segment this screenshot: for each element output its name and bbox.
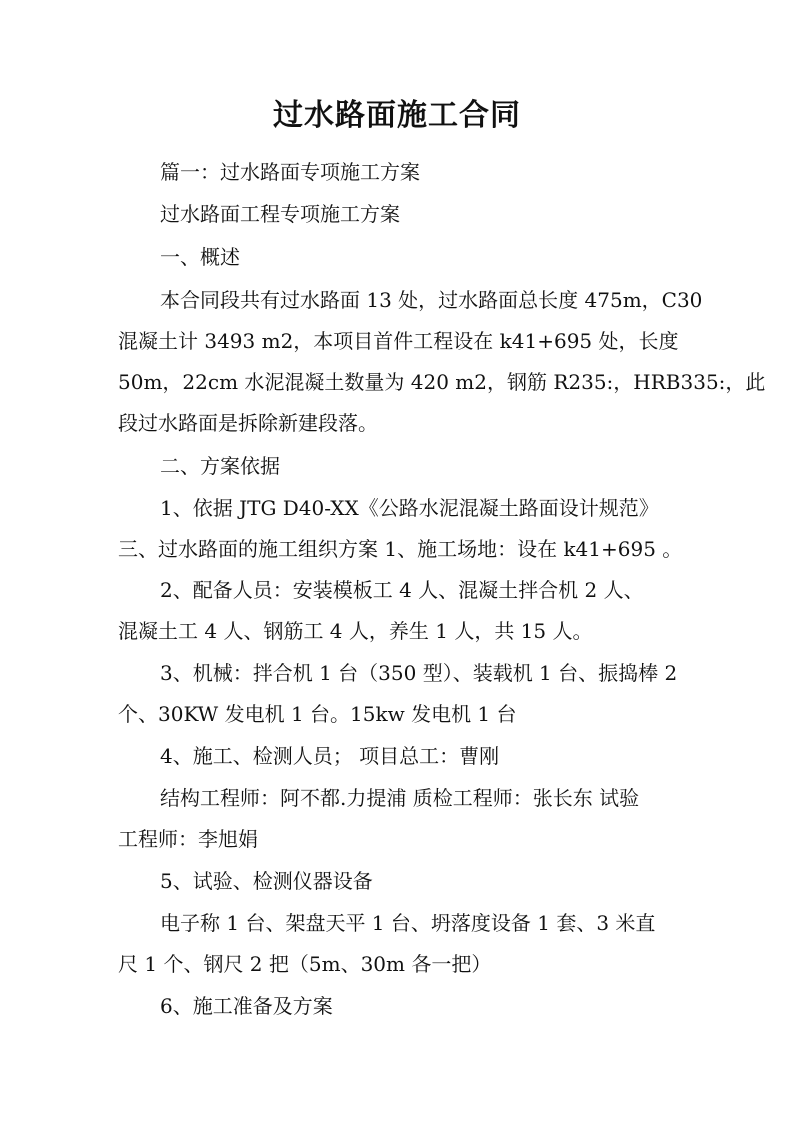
paragraph-line: 本合同段共有过水路面 13 处，过水路面总长度 475m，C30	[160, 288, 703, 312]
paragraph-line: 工程师：李旭娟	[118, 827, 258, 851]
paragraph-line: 混凝土工 4 人、钢筋工 4 人，养生 1 人，共 15 人。	[118, 619, 593, 643]
heading-overview: 一、概述	[160, 245, 240, 269]
paragraph-line: 3、机械：拌合机 1 台（350 型）、装载机 1 台、振捣棒 2	[160, 661, 678, 685]
paragraph-line: 三、过水路面的施工组织方案 1、施工场地：设在 k41+695 。	[118, 537, 683, 561]
heading-equipment: 5、试验、检测仪器设备	[160, 869, 373, 893]
paragraph-line: 电子称 1 台、架盘天平 1 台、坍落度设备 1 套、3 米直	[160, 911, 656, 935]
paragraph-line: 混凝土计 3493 m2，本项目首件工程设在 k41+695 处，长度	[118, 329, 679, 353]
heading-basis: 二、方案依据	[160, 454, 280, 478]
paragraph-line: 4、施工、检测人员； 项目总工：曹刚	[160, 744, 500, 768]
heading-preparation: 6、施工准备及方案	[160, 994, 333, 1018]
document-title: 过水路面施工合同	[273, 98, 521, 133]
paragraph-line: 50m，22cm 水泥混凝土数量为 420 m2，钢筋 R235:，HRB335:，此	[118, 370, 766, 394]
subheading: 过水路面工程专项施工方案	[160, 202, 400, 226]
paragraph-line: 个、30KW 发电机 1 台。15kw 发电机 1 台	[118, 702, 517, 726]
paragraph-line: 结构工程师：阿不都.力提浦 质检工程师：张长东 试验	[160, 786, 640, 810]
paragraph-line: 尺 1 个、钢尺 2 把（5m、30m 各一把）	[118, 952, 492, 976]
paragraph-line: 段过水路面是拆除新建段落。	[118, 411, 378, 435]
section-heading-part1: 篇一：过水路面专项施工方案	[160, 160, 420, 184]
paragraph-line: 2、配备人员：安装模板工 4 人、混凝土拌合机 2 人、	[160, 578, 644, 602]
paragraph-line: 1、依据 JTG D40-XX《公路水泥混凝土路面设计规范》	[160, 496, 659, 520]
